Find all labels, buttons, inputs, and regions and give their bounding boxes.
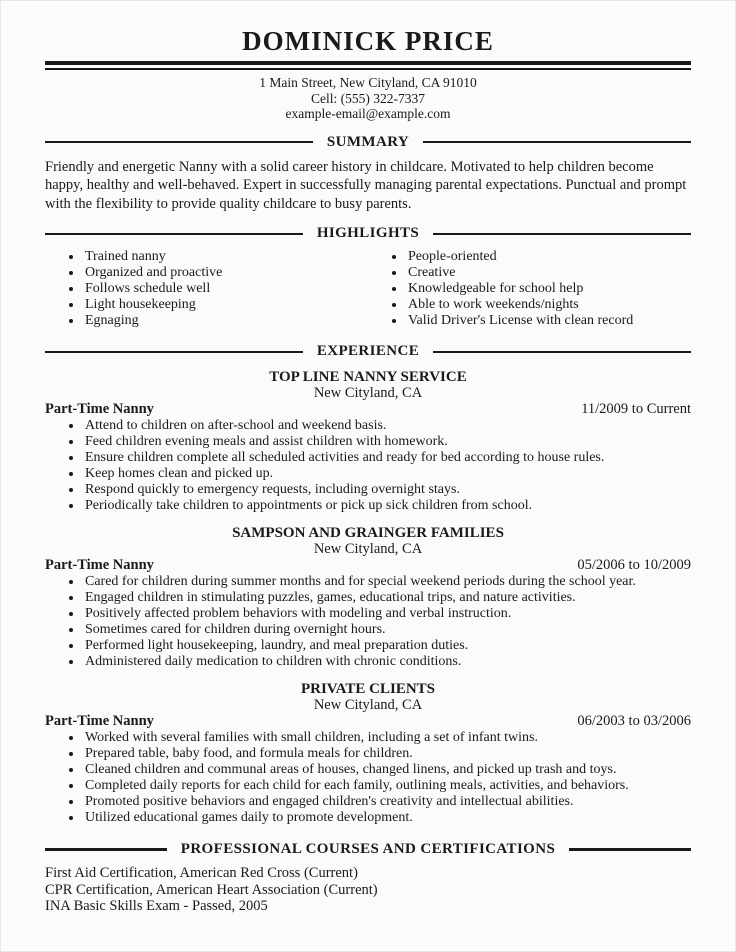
job-bullet: • Engaged children in stimulating puzzles, games, educational trips, and nature activities. xyxy=(83,590,691,606)
job-bullet: • Periodically take children to appointments or pick up sick children from school. xyxy=(83,498,691,514)
job-entry xyxy=(45,681,691,826)
contact-address: 1 Main Street, New Cityland, CA 91010 xyxy=(259,75,477,90)
contact-cell: Cell: (555) 322-7337 xyxy=(311,90,425,106)
section-heading-highlights xyxy=(45,225,691,242)
highlight-item: • Able to work weekends/nights xyxy=(406,297,691,313)
job-company: SAMPSON AND GRAINGER FAMILIES xyxy=(232,525,504,541)
job-bullet: • Utilized educational games daily to promote development. xyxy=(83,810,691,826)
job-title-row xyxy=(45,401,691,418)
job-dates: 05/2006 to 10/2009 xyxy=(577,557,691,573)
job-bullet: • Keep homes clean and picked up. xyxy=(83,466,691,482)
highlight-item: • Knowledgeable for school help xyxy=(406,281,691,297)
experience-heading-label: EXPERIENCE xyxy=(316,343,420,359)
job-title: Part-Time Nanny xyxy=(45,401,154,417)
job-bullet: • Attend to children on after-school and weekend basis. xyxy=(83,418,691,434)
summary-heading-label: SUMMARY xyxy=(326,133,410,150)
job-bullet: • Cleaned children and communal areas of houses, changed linens, and picked up trash and toys. xyxy=(83,762,691,778)
highlights-columns xyxy=(45,249,691,329)
job-bullet: • Positively affected problem behaviors with modeling and verbal instruction. xyxy=(83,606,691,622)
job-bullet: • Completed daily reports for each child for each family, outlining meals, activities, and behaviors. xyxy=(83,778,691,794)
job-entry xyxy=(45,525,691,670)
job-bullet: • Administered daily medication to children with chronic conditions. xyxy=(83,654,691,670)
highlight-item: • Trained nanny xyxy=(83,249,368,265)
page-title: DOMINICK PRICE xyxy=(242,26,494,56)
job-bullet: • Respond quickly to emergency requests, including overnight stays. xyxy=(83,482,691,498)
job-bullet: • Sometimes cared for children during overnight hours. xyxy=(83,622,691,638)
highlight-item: • Organized and proactive xyxy=(83,265,368,281)
heading-rule-right xyxy=(433,233,691,235)
job-entry xyxy=(45,369,691,514)
job-bullet: • Promoted positive behaviors and engaged children's creativity and intellectual abilities. xyxy=(83,794,691,810)
job-bullet: • Ensure children complete all scheduled activities and ready for bed according to house rules. xyxy=(83,450,691,466)
job-dates: 06/2003 to 03/2006 xyxy=(577,713,691,729)
job-title-row xyxy=(45,713,691,730)
certifications-heading-label: PROFESSIONAL COURSES AND CERTIFICATIONS xyxy=(180,841,556,857)
heading-rule-right xyxy=(569,848,691,851)
certification-item: First Aid Certification, American Red Cross (Current) xyxy=(45,865,358,881)
job-location: New Cityland, CA xyxy=(313,697,423,713)
highlight-item: • Creative xyxy=(406,265,691,281)
highlight-item: • Follows schedule well xyxy=(83,281,368,297)
job-company: TOP LINE NANNY SERVICE xyxy=(269,369,467,385)
job-dates: 11/2009 to Current xyxy=(581,401,691,417)
job-title: Part-Time Nanny xyxy=(45,557,154,573)
heading-rule-left xyxy=(45,848,167,851)
job-bullet: • Feed children evening meals and assist children with homework. xyxy=(83,434,691,450)
highlight-item: • Light housekeeping xyxy=(83,297,368,313)
job-title: Part-Time Nanny xyxy=(45,713,154,729)
certification-item: CPR Certification, American Heart Association (Current) xyxy=(45,881,378,898)
heading-rule-left xyxy=(45,233,303,235)
heading-rule-right xyxy=(433,351,691,353)
job-title-row xyxy=(45,557,691,574)
heading-rule-right xyxy=(423,141,691,143)
certifications-list xyxy=(45,865,691,915)
summary-text: Friendly and energetic Nanny with a solid career history in childcare. Motivated to help children become happy, healthy and well-behaved. Expert in successfully managing parental expectations. Punctual and prompt with the flexibility to provide quality childcare to busy parents. xyxy=(45,158,687,212)
section-heading-experience xyxy=(45,343,691,360)
highlights-list-right xyxy=(368,249,691,329)
job-bullet: • Worked with several families with small children, including a set of infant twins. xyxy=(83,730,691,746)
highlights-list-left xyxy=(45,249,368,329)
contact-email: example-email@example.com xyxy=(285,106,451,121)
highlights-heading-label: HIGHLIGHTS xyxy=(316,225,420,241)
job-bullet: • Performed light housekeeping, laundry, and meal preparation duties. xyxy=(83,638,691,654)
section-heading-certifications xyxy=(45,841,691,858)
highlight-item: • Valid Driver's License with clean record xyxy=(406,313,691,329)
job-bullets xyxy=(45,574,691,670)
highlight-item: • Egnaging xyxy=(83,313,368,329)
certification-item: INA Basic Skills Exam - Passed, 2005 xyxy=(45,898,268,914)
job-bullet: • Prepared table, baby food, and formula meals for children. xyxy=(83,746,691,762)
heading-rule-left xyxy=(45,141,313,143)
heading-rule-left xyxy=(45,351,303,353)
job-bullet: • Cared for children during summer months and for special weekend periods during the school year. xyxy=(83,574,691,590)
header-double-rule xyxy=(45,61,691,70)
contact-block xyxy=(45,75,691,122)
section-heading-summary xyxy=(45,134,691,151)
job-company: PRIVATE CLIENTS xyxy=(300,681,436,697)
job-bullets xyxy=(45,418,691,514)
job-location: New Cityland, CA xyxy=(313,541,423,557)
highlight-item: • People-oriented xyxy=(406,249,691,265)
job-location: New Cityland, CA xyxy=(313,385,423,401)
job-bullets xyxy=(45,730,691,826)
